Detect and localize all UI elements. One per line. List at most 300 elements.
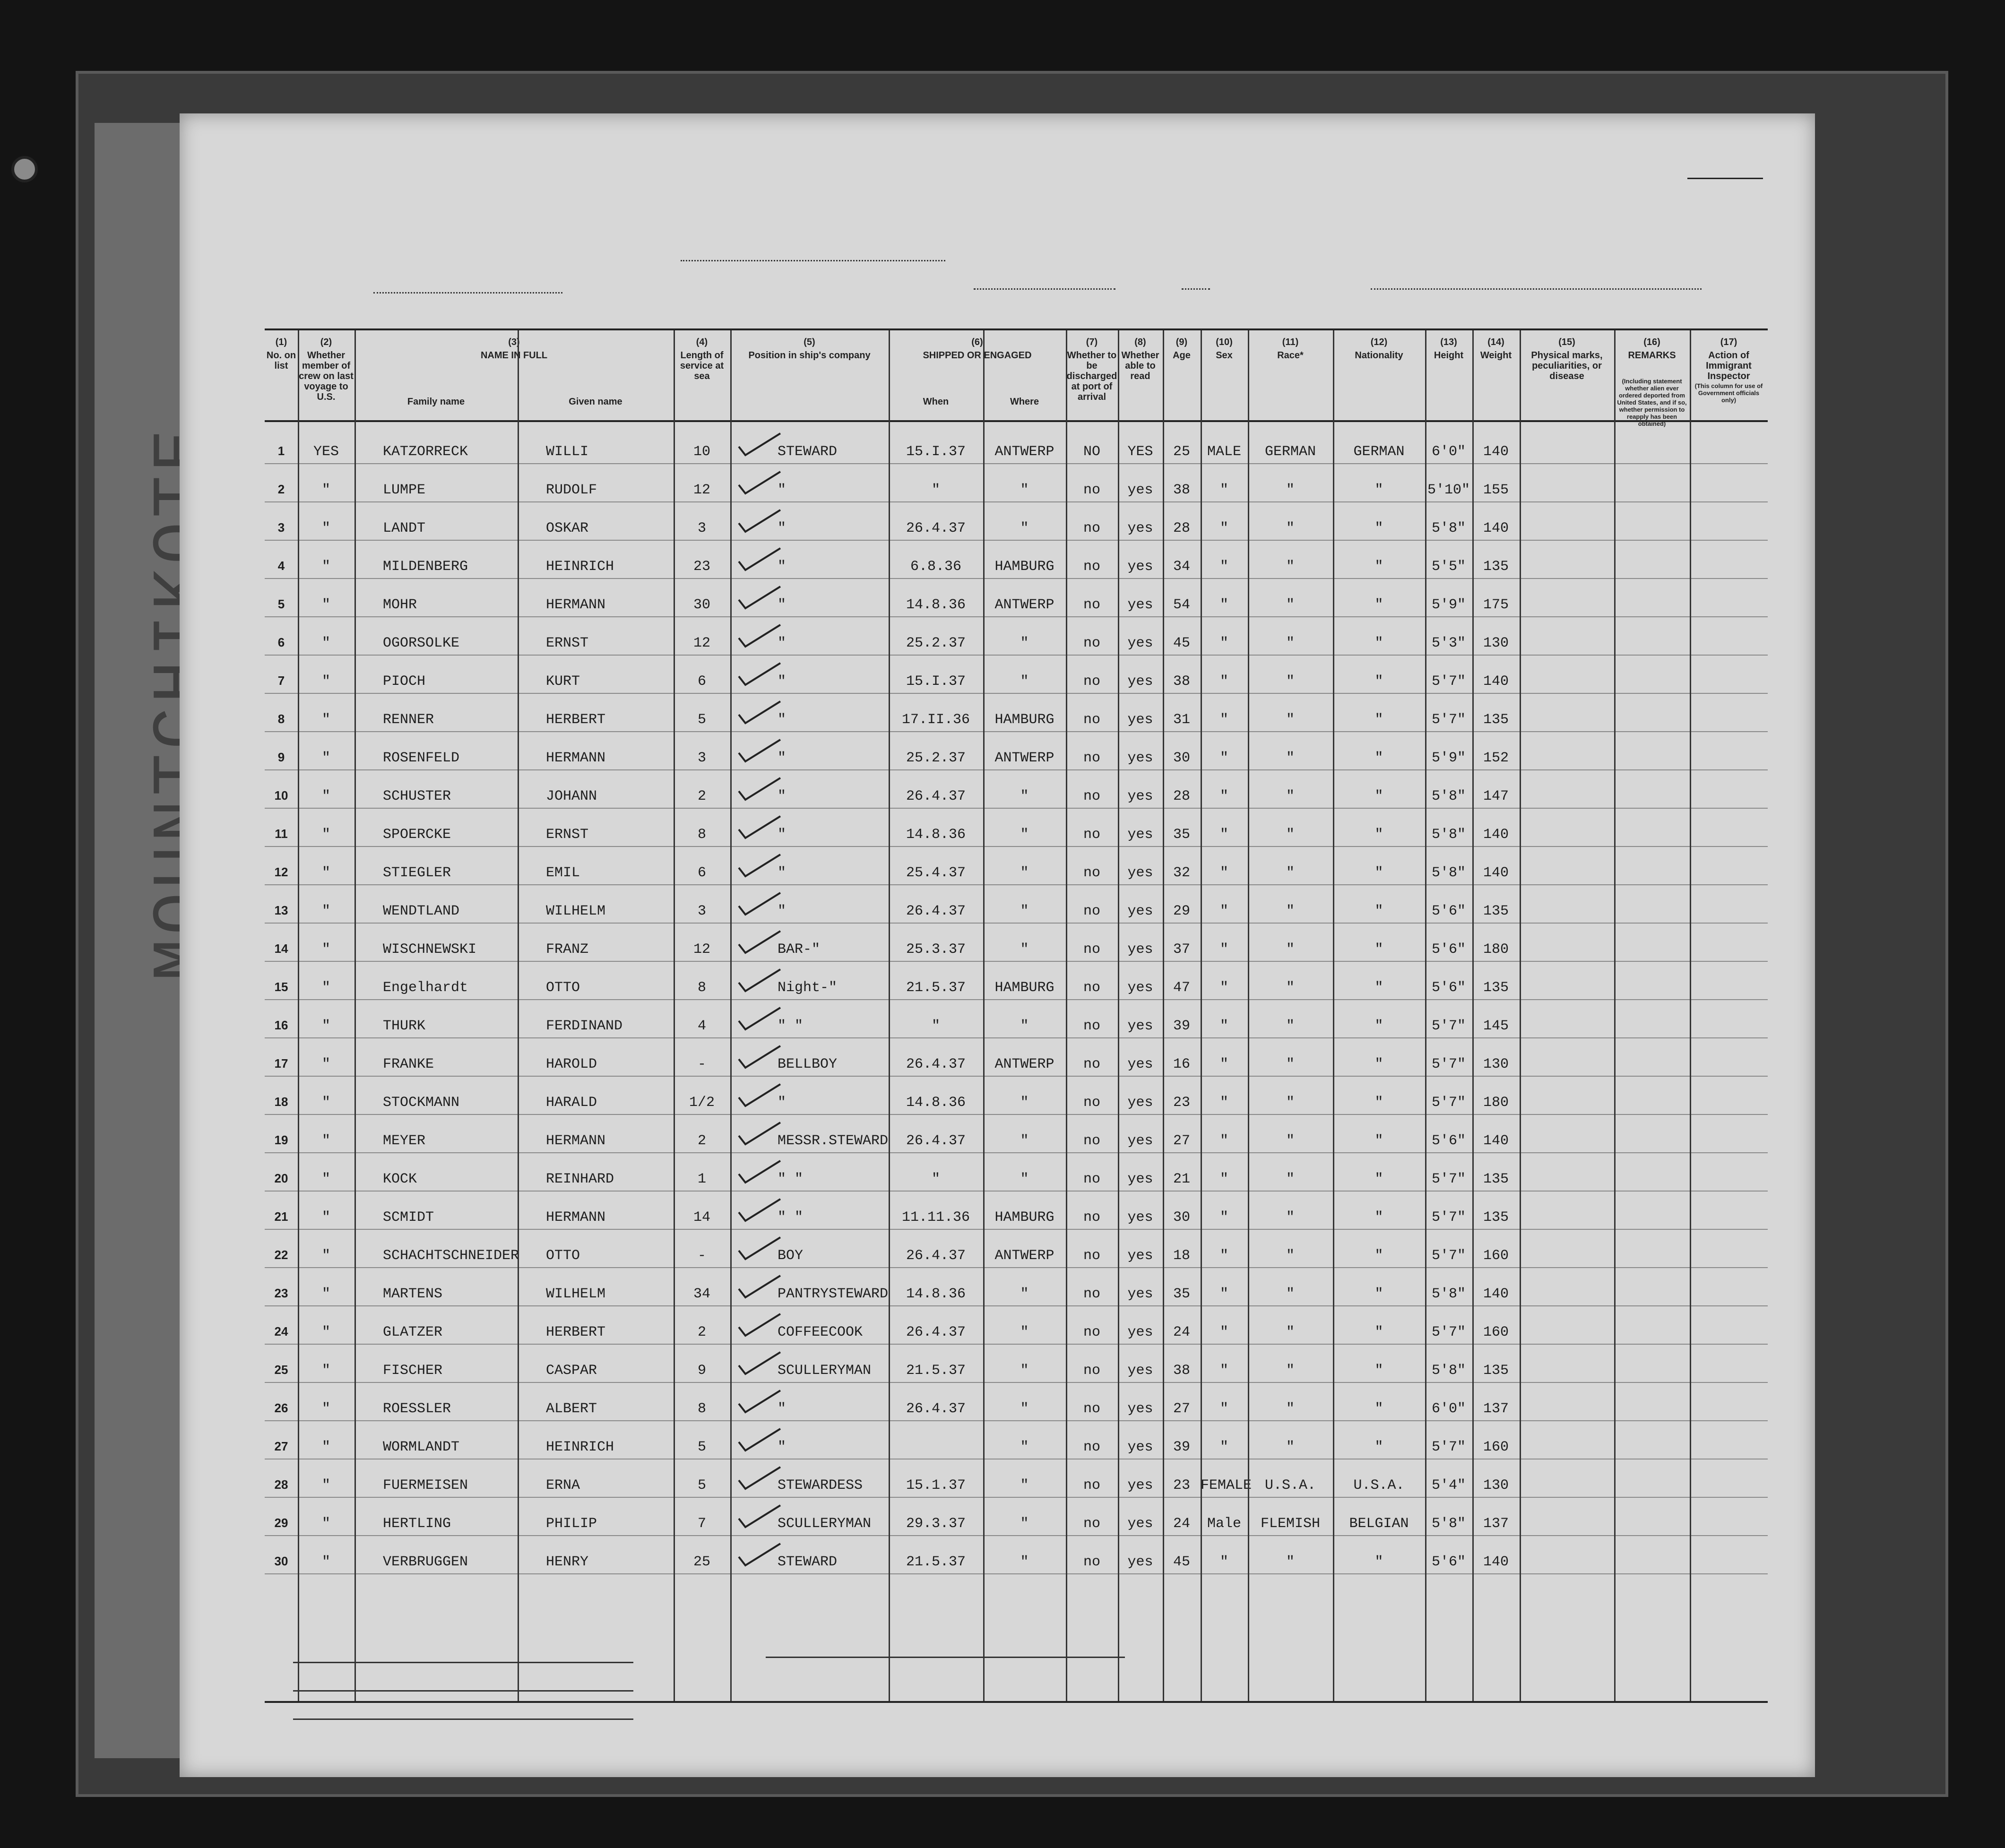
table-row xyxy=(265,1229,1768,1268)
table-row xyxy=(265,1535,1768,1574)
check-mark-icon xyxy=(735,774,782,803)
cell-family: THURK xyxy=(383,1018,426,1034)
cell-height: 5'8" xyxy=(1431,520,1466,536)
cell-no: 6 xyxy=(277,635,285,649)
cell-sex: Male xyxy=(1207,1516,1241,1532)
column-divider xyxy=(889,330,890,1701)
cell-no: 18 xyxy=(274,1095,288,1109)
cell-position: " xyxy=(778,750,786,766)
cell-race: " xyxy=(1286,903,1295,919)
cell-height: 5'5" xyxy=(1431,559,1466,575)
cell-race: " xyxy=(1286,788,1295,804)
cell-where: " xyxy=(1020,520,1029,536)
cell-discharged: NO xyxy=(1083,444,1100,460)
cell-given: CASPAR xyxy=(546,1363,597,1379)
cell-read: yes xyxy=(1127,1095,1153,1111)
cell-given: HENRY xyxy=(546,1554,589,1570)
cell-member: " xyxy=(321,1516,330,1532)
column-header xyxy=(1425,337,1472,361)
cell-family: MEYER xyxy=(383,1133,426,1149)
cell-position: " " xyxy=(778,1171,804,1187)
cell-read: yes xyxy=(1127,635,1153,651)
column-label: Whether member of crew on last voyage to U.S. xyxy=(299,350,354,402)
cell-discharged: no xyxy=(1083,1516,1100,1532)
cell-member: " xyxy=(321,1133,330,1149)
cell-sex: " xyxy=(1219,941,1228,958)
column-label: Weight xyxy=(1480,350,1512,361)
cell-nationality: " xyxy=(1374,941,1383,958)
cell-where: " xyxy=(1020,1286,1029,1302)
cell-weight: 180 xyxy=(1483,941,1509,958)
cell-discharged: no xyxy=(1083,1286,1100,1302)
cell-age: 31 xyxy=(1173,712,1190,728)
remarks-note: (Including statement whether alien ever ordered deported from United States, and if so, whether permission to reapply has been obtained) xyxy=(1617,378,1687,427)
cell-given: HARALD xyxy=(546,1095,597,1111)
cell-age: 24 xyxy=(1173,1324,1190,1340)
cell-read: yes xyxy=(1127,1516,1153,1532)
cell-race: " xyxy=(1286,1286,1295,1302)
table-row xyxy=(265,1344,1768,1383)
cell-weight: 135 xyxy=(1483,1209,1509,1226)
column-header xyxy=(1472,337,1520,361)
column-divider xyxy=(730,330,732,1701)
column-header xyxy=(889,337,1066,361)
cell-position: MESSR.STEWARD xyxy=(778,1133,889,1149)
cell-family: STIEGLER xyxy=(383,865,451,881)
cell-given: OTTO xyxy=(546,980,580,996)
check-mark-icon xyxy=(735,812,782,841)
cell-position: BELLBOY xyxy=(778,1056,838,1072)
when-header: When xyxy=(923,397,949,407)
cell-race: " xyxy=(1286,482,1295,498)
cell-service: 1/2 xyxy=(689,1095,715,1111)
cell-where: " xyxy=(1020,1439,1029,1455)
cell-race: " xyxy=(1286,597,1295,613)
cell-age: 28 xyxy=(1173,788,1190,804)
column-divider xyxy=(674,330,675,1701)
cell-no: 13 xyxy=(274,903,288,917)
cell-nationality: " xyxy=(1374,1171,1383,1187)
column-number: (3) xyxy=(508,337,520,347)
cell-nationality: BELGIAN xyxy=(1349,1516,1409,1532)
cell-race: " xyxy=(1286,1133,1295,1149)
cell-position: " xyxy=(778,1439,786,1455)
cell-position: Night-" xyxy=(778,980,838,996)
cell-when: 11.11.36 xyxy=(901,1209,970,1226)
check-mark-icon xyxy=(735,1540,782,1568)
column-header xyxy=(354,337,674,361)
cell-where: " xyxy=(1020,1095,1029,1111)
cell-member: " xyxy=(321,827,330,843)
cell-member: " xyxy=(321,1554,330,1570)
cell-read: yes xyxy=(1127,865,1153,881)
cell-sex: MALE xyxy=(1207,444,1241,460)
cell-when: 14.8.36 xyxy=(906,827,966,843)
action-note: (This column for use of Government officials only) xyxy=(1694,382,1763,404)
check-mark-icon xyxy=(735,1234,782,1262)
column-label: REMARKS xyxy=(1628,350,1676,361)
column-divider xyxy=(1520,330,1521,1701)
cell-discharged: no xyxy=(1083,1439,1100,1455)
cell-where: HAMBURG xyxy=(994,712,1054,728)
footer-fields xyxy=(279,1645,633,1730)
manifest-sheet xyxy=(180,113,1815,1777)
check-mark-icon xyxy=(735,1502,782,1530)
cell-no: 25 xyxy=(274,1363,288,1377)
column-label: Race* xyxy=(1277,350,1304,361)
cell-race: FLEMISH xyxy=(1260,1516,1321,1532)
cell-given: HERMANN xyxy=(546,1209,606,1226)
cell-height: 5'7" xyxy=(1431,1171,1466,1187)
cell-discharged: no xyxy=(1083,482,1100,498)
cell-given: OTTO xyxy=(546,1248,580,1264)
check-mark-icon xyxy=(735,468,782,496)
check-mark-icon xyxy=(735,889,782,917)
cell-weight: 160 xyxy=(1483,1324,1509,1340)
cell-read: yes xyxy=(1127,1133,1153,1149)
cell-service: 3 xyxy=(697,903,706,919)
cell-race: " xyxy=(1286,750,1295,766)
check-mark-icon xyxy=(735,1387,782,1415)
cell-nationality: " xyxy=(1374,750,1383,766)
cell-member: " xyxy=(321,1248,330,1264)
table-row xyxy=(265,425,1768,464)
cell-service: 5 xyxy=(697,1439,706,1455)
cell-age: 37 xyxy=(1173,941,1190,958)
column-header xyxy=(1614,337,1690,361)
column-label: Nationality xyxy=(1355,350,1403,361)
cell-family: OGORSOLKE xyxy=(383,635,460,651)
cell-member: " xyxy=(321,750,330,766)
cell-age: 16 xyxy=(1173,1056,1190,1072)
column-label: No. on list xyxy=(266,350,296,371)
table-row xyxy=(265,693,1768,732)
cell-position: " xyxy=(778,674,786,690)
cell-service: 8 xyxy=(697,827,706,843)
cell-when: 14.8.36 xyxy=(906,1286,966,1302)
cell-age: 18 xyxy=(1173,1248,1190,1264)
cell-where: " xyxy=(1020,788,1029,804)
column-header xyxy=(1118,337,1163,381)
cell-position: PANTRYSTEWARD xyxy=(778,1286,889,1302)
column-label: Whether to be discharged at port of arrival xyxy=(1066,350,1117,402)
table-header xyxy=(265,330,1768,427)
cell-age: 23 xyxy=(1173,1477,1190,1494)
cell-where: " xyxy=(1020,903,1029,919)
cell-race: " xyxy=(1286,1401,1295,1417)
cell-member: " xyxy=(321,559,330,575)
column-label: Position in ship's company xyxy=(748,350,871,361)
cell-sex: " xyxy=(1219,865,1228,881)
cell-when: 25.2.37 xyxy=(906,635,966,651)
column-divider xyxy=(1472,330,1474,1701)
cell-discharged: no xyxy=(1083,1171,1100,1187)
sheet-number xyxy=(1687,178,1763,179)
cell-discharged: no xyxy=(1083,1133,1100,1149)
column-label: Height xyxy=(1434,350,1464,361)
cell-discharged: no xyxy=(1083,980,1100,996)
cell-position: SCULLERYMAN xyxy=(778,1363,872,1379)
cell-age: 38 xyxy=(1173,482,1190,498)
cell-no: 24 xyxy=(274,1324,288,1339)
cell-nationality: " xyxy=(1374,482,1383,498)
cell-where: " xyxy=(1020,941,1029,958)
column-header xyxy=(298,337,354,402)
cell-sex: " xyxy=(1219,597,1228,613)
column-number: (2) xyxy=(320,337,332,347)
table-row xyxy=(265,1076,1768,1115)
cell-read: yes xyxy=(1127,1477,1153,1494)
cell-sex: " xyxy=(1219,482,1228,498)
cell-service: 2 xyxy=(697,1324,706,1340)
column-number: (10) xyxy=(1216,337,1233,347)
cell-read: yes xyxy=(1127,1018,1153,1034)
cell-no: 14 xyxy=(274,941,288,956)
cell-read: yes xyxy=(1127,788,1153,804)
cell-member: " xyxy=(321,1477,330,1494)
cell-member: " xyxy=(321,1209,330,1226)
cell-no: 22 xyxy=(274,1248,288,1262)
table-row xyxy=(265,961,1768,1000)
cell-given: HERBERT xyxy=(546,1324,606,1340)
cell-age: 38 xyxy=(1173,674,1190,690)
cell-family: SCHACHTSCHNEIDER xyxy=(383,1248,519,1264)
cell-member: " xyxy=(321,1439,330,1455)
table-row xyxy=(265,1497,1768,1536)
cell-height: 5'3" xyxy=(1431,635,1466,651)
cell-when: 14.8.36 xyxy=(906,1095,966,1111)
column-divider xyxy=(1163,330,1164,1701)
cell-no: 11 xyxy=(275,827,288,841)
cell-where: " xyxy=(1020,1363,1029,1379)
cell-member: " xyxy=(321,1018,330,1034)
column-number: (15) xyxy=(1558,337,1575,347)
cell-where: " xyxy=(1020,635,1029,651)
column-divider xyxy=(983,330,985,1701)
cell-position: STEWARD xyxy=(778,1554,838,1570)
cell-age: 45 xyxy=(1173,1554,1190,1570)
vessel-name xyxy=(373,292,562,294)
cell-no: 8 xyxy=(277,712,285,726)
cell-weight: 145 xyxy=(1483,1018,1509,1034)
cell-age: 35 xyxy=(1173,827,1190,843)
cell-member: " xyxy=(321,712,330,728)
table-row xyxy=(265,1305,1768,1345)
cell-age: 29 xyxy=(1173,903,1190,919)
check-mark-icon xyxy=(735,659,782,688)
cell-where: " xyxy=(1020,1171,1029,1187)
cell-family: FUERMEISEN xyxy=(383,1477,468,1494)
cell-nationality: " xyxy=(1374,520,1383,536)
cell-discharged: no xyxy=(1083,712,1100,728)
cell-weight: 175 xyxy=(1483,597,1509,613)
cell-sex: " xyxy=(1219,1056,1228,1072)
cell-family: FRANKE xyxy=(383,1056,434,1072)
cell-height: 5'8" xyxy=(1431,788,1466,804)
cell-sex: " xyxy=(1219,1248,1228,1264)
cell-given: KURT xyxy=(546,674,580,690)
cell-age: 24 xyxy=(1173,1516,1190,1532)
cell-given: RUDOLF xyxy=(546,482,597,498)
cell-sex: " xyxy=(1219,1286,1228,1302)
cell-nationality: " xyxy=(1374,1095,1383,1111)
cell-weight: 155 xyxy=(1483,482,1509,498)
cell-position: " xyxy=(778,1095,786,1111)
table-row xyxy=(265,884,1768,924)
table-row xyxy=(265,1420,1768,1459)
cell-where: HAMBURG xyxy=(994,980,1054,996)
cell-read: yes xyxy=(1127,597,1153,613)
cell-member: " xyxy=(321,1056,330,1072)
cell-read: YES xyxy=(1127,444,1153,460)
cell-service: 3 xyxy=(697,750,706,766)
cell-where: " xyxy=(1020,674,1029,690)
check-mark-icon xyxy=(735,1157,782,1185)
cell-weight: 135 xyxy=(1483,903,1509,919)
cell-service: 23 xyxy=(693,559,710,575)
cell-when: " xyxy=(931,482,940,498)
cell-where: HAMBURG xyxy=(994,559,1054,575)
column-number: (17) xyxy=(1720,337,1737,347)
table-row xyxy=(265,578,1768,617)
cell-position: " xyxy=(778,635,786,651)
cell-service: 2 xyxy=(697,1133,706,1149)
cell-race: " xyxy=(1286,1439,1295,1455)
cell-family: SCHUSTER xyxy=(383,788,451,804)
column-number: (16) xyxy=(1643,337,1660,347)
table-row xyxy=(265,463,1768,502)
cell-read: yes xyxy=(1127,1554,1153,1570)
cell-height: 5'9" xyxy=(1431,597,1466,613)
cell-weight: 137 xyxy=(1483,1516,1509,1532)
cell-family: KATZORRECK xyxy=(383,444,468,460)
column-number: (13) xyxy=(1440,337,1457,347)
cell-nationality: " xyxy=(1374,903,1383,919)
cell-member: " xyxy=(321,674,330,690)
cell-service: - xyxy=(697,1056,706,1072)
cell-position: SCULLERYMAN xyxy=(778,1516,872,1532)
cell-nationality: " xyxy=(1374,865,1383,881)
cell-when: 26.4.37 xyxy=(906,520,966,536)
cell-family: RENNER xyxy=(383,712,434,728)
cell-where: " xyxy=(1020,827,1029,843)
cell-when: 26.4.37 xyxy=(906,903,966,919)
table-row xyxy=(265,846,1768,885)
cell-service: 5 xyxy=(697,712,706,728)
cell-nationality: " xyxy=(1374,1209,1383,1226)
table-row xyxy=(265,1037,1768,1077)
cell-nationality: " xyxy=(1374,1363,1383,1379)
column-label: Age xyxy=(1173,350,1191,361)
cell-position: " xyxy=(778,482,786,498)
cell-read: yes xyxy=(1127,1171,1153,1187)
check-mark-icon xyxy=(735,506,782,535)
cell-sex: " xyxy=(1219,1018,1228,1034)
cell-service: 6 xyxy=(697,865,706,881)
column-label: SHIPPED OR ENGAGED xyxy=(923,350,1032,361)
cell-discharged: no xyxy=(1083,1363,1100,1379)
column-label: Sex xyxy=(1216,350,1233,361)
cell-nationality: U.S.A. xyxy=(1353,1477,1405,1494)
cell-member: " xyxy=(321,635,330,651)
cell-no: 21 xyxy=(274,1209,288,1224)
cell-where: " xyxy=(1020,1516,1029,1532)
cell-race: " xyxy=(1286,635,1295,651)
column-header xyxy=(674,337,730,381)
cell-read: yes xyxy=(1127,750,1153,766)
cell-family: ROESSLER xyxy=(383,1401,451,1417)
cell-weight: 140 xyxy=(1483,444,1509,460)
cell-no: 4 xyxy=(277,559,285,573)
cell-member: YES xyxy=(313,444,339,460)
cell-discharged: no xyxy=(1083,520,1100,536)
cell-family: ROSENFELD xyxy=(383,750,460,766)
cell-nationality: " xyxy=(1374,597,1383,613)
cell-read: yes xyxy=(1127,1248,1153,1264)
cell-race: " xyxy=(1286,559,1295,575)
cell-race: " xyxy=(1286,1324,1295,1340)
cell-given: HERBERT xyxy=(546,712,606,728)
cell-weight: 135 xyxy=(1483,1171,1509,1187)
cell-discharged: no xyxy=(1083,1248,1100,1264)
cell-age: 38 xyxy=(1173,1363,1190,1379)
cell-read: yes xyxy=(1127,674,1153,690)
cell-weight: 147 xyxy=(1483,788,1509,804)
cell-height: 5'7" xyxy=(1431,1209,1466,1226)
cell-sex: " xyxy=(1219,750,1228,766)
cell-service: 8 xyxy=(697,980,706,996)
cell-discharged: no xyxy=(1083,635,1100,651)
cell-age: 30 xyxy=(1173,1209,1190,1226)
cell-given: JOHANN xyxy=(546,788,597,804)
cell-read: yes xyxy=(1127,1324,1153,1340)
cell-height: 5'8" xyxy=(1431,1363,1466,1379)
cell-position: " xyxy=(778,559,786,575)
column-number: (14) xyxy=(1487,337,1504,347)
cell-no: 29 xyxy=(274,1516,288,1530)
cell-nationality: " xyxy=(1374,559,1383,575)
cell-weight: 130 xyxy=(1483,1477,1509,1494)
table-row xyxy=(265,1191,1768,1230)
cell-position: BOY xyxy=(778,1248,804,1264)
cell-when: 26.4.37 xyxy=(906,788,966,804)
cell-weight: 135 xyxy=(1483,980,1509,996)
cell-service: 9 xyxy=(697,1363,706,1379)
check-mark-icon xyxy=(735,1463,782,1492)
cell-service: 6 xyxy=(697,674,706,690)
cell-position: " xyxy=(778,827,786,843)
cell-height: 5'4" xyxy=(1431,1477,1466,1494)
cell-where: ANTWERP xyxy=(994,444,1054,460)
cell-family: WISCHNEWSKI xyxy=(383,941,477,958)
family-name-header: Family name xyxy=(407,397,465,407)
column-number: (4) xyxy=(696,337,708,347)
cell-sex: " xyxy=(1219,635,1228,651)
cell-sex: " xyxy=(1219,520,1228,536)
cell-when: 25.3.37 xyxy=(906,941,966,958)
cell-height: 5'6" xyxy=(1431,941,1466,958)
cell-age: 30 xyxy=(1173,750,1190,766)
table-row xyxy=(265,1114,1768,1153)
cell-when: 25.4.37 xyxy=(906,865,966,881)
cell-nationality: " xyxy=(1374,1133,1383,1149)
cell-weight: 180 xyxy=(1483,1095,1509,1111)
column-header xyxy=(1201,337,1248,361)
cell-read: yes xyxy=(1127,980,1153,996)
cell-read: yes xyxy=(1127,1056,1153,1072)
table-row xyxy=(265,999,1768,1038)
column-divider xyxy=(1425,330,1426,1701)
